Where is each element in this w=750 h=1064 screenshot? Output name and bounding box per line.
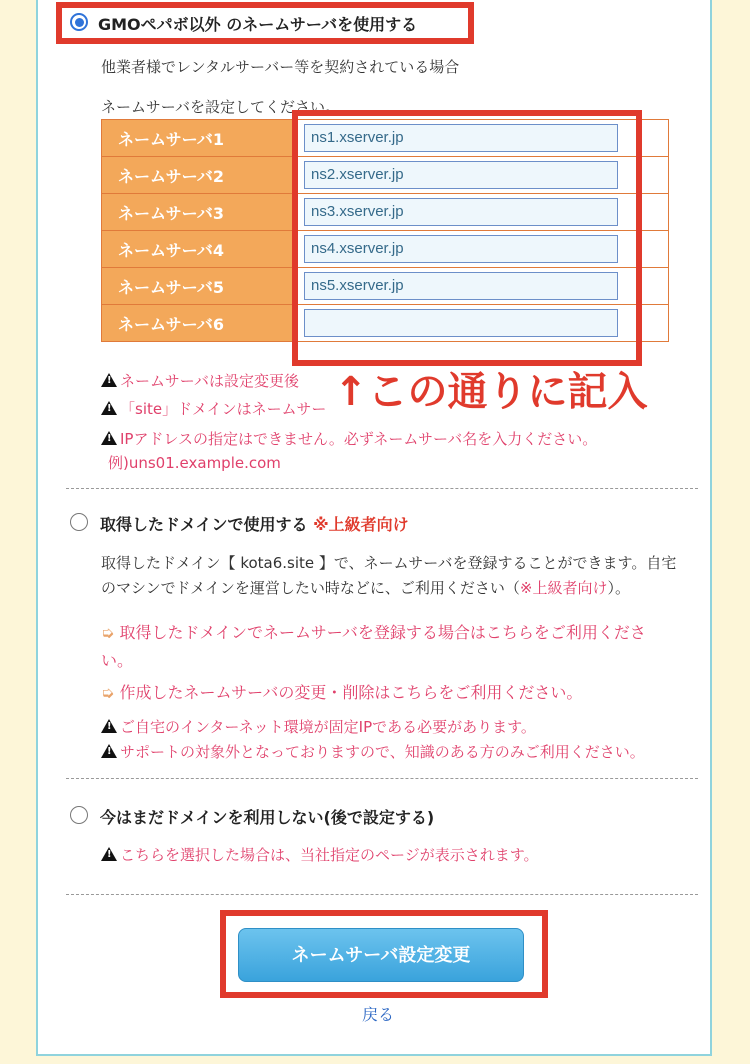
ns-label: ネームサーバ1 — [102, 120, 298, 157]
warning-icon — [101, 373, 117, 387]
ns2-input[interactable]: ns2.xserver.jp — [304, 161, 618, 189]
warning-icon — [101, 847, 117, 861]
ns4-input[interactable]: ns4.xserver.jp — [304, 235, 618, 263]
radio-later[interactable] — [70, 806, 88, 824]
ns-label: ネームサーバ3 — [102, 194, 298, 231]
ns-label: ネームサーバ2 — [102, 157, 298, 194]
later-warning: !こちらを選択した場合は、当社指定のページが表示されます。 — [101, 844, 539, 865]
warning-icon — [101, 744, 117, 758]
ns-example: 例)uns01.example.com — [108, 454, 281, 472]
option-later-title: 今はまだドメインを利用しない(後で設定する) — [100, 808, 435, 827]
ns-warning-1: !ネームサーバは設定変更後 — [101, 370, 299, 391]
register-ns-link[interactable]: ➭ 取得したドメインでネームサーバを登録する場合はこちらをご利用くださ — [101, 623, 646, 642]
warning-icon — [101, 719, 117, 733]
highlight-inputs-box — [292, 110, 642, 366]
highlight-option-box — [56, 2, 474, 44]
ns5-input[interactable]: ns5.xserver.jp — [304, 272, 618, 300]
arrow-icon: ➭ — [101, 623, 120, 642]
warning-icon — [101, 401, 117, 415]
option-other-ns-title: GMOペパボ以外 のネームサーバを使用する — [98, 15, 418, 34]
divider — [66, 778, 698, 779]
ns-prompt: ネームサーバを設定してください。 — [101, 98, 340, 116]
divider — [66, 894, 698, 895]
ns-warning-2: !「site」ドメインはネームサー — [101, 398, 326, 419]
register-ns-link-cont[interactable]: い。 — [101, 651, 134, 670]
edit-ns-link[interactable]: ➭ 作成したネームサーバの変更・削除はこちらをご利用ください。 — [101, 683, 583, 702]
submit-button[interactable]: ネームサーバ設定変更 — [238, 928, 524, 982]
ns-label: ネームサーバ5 — [102, 268, 298, 305]
ns-label: ネームサーバ6 — [102, 305, 298, 342]
warning-icon — [101, 431, 117, 445]
divider — [66, 488, 698, 489]
option-other-ns-desc: 他業者様でレンタルサーバー等を契約されている場合 — [101, 58, 460, 76]
radio-own-domain[interactable] — [70, 513, 88, 531]
own-domain-warning-2: !サポートの対象外となっておりますので、知識のある方のみご利用ください。 — [101, 741, 645, 762]
annotation-text: ↑この通りに記入 — [330, 368, 652, 416]
option-own-domain-title: 取得したドメインで使用する ※上級者向け — [100, 515, 409, 534]
ns3-input[interactable]: ns3.xserver.jp — [304, 198, 618, 226]
ns-warning-3: !IPアドレスの指定はできません。必ずネームサーバ名を入力ください。 — [101, 428, 597, 449]
own-domain-desc-2: のマシンでドメインを運営したい時などに、ご利用ください（※上級者向け）。 — [101, 579, 630, 597]
own-domain-desc-1: 取得したドメイン【 kota6.site 】で、ネームサーバを登録することができます。自宅 — [101, 554, 677, 572]
back-link[interactable]: 戻る — [362, 1005, 395, 1024]
arrow-icon: ➭ — [101, 683, 120, 702]
own-domain-warning-1: !ご自宅のインターネット環境が固定IPである必要があります。 — [101, 716, 536, 737]
ns1-input[interactable]: ns1.xserver.jp — [304, 124, 618, 152]
ns-label: ネームサーバ4 — [102, 231, 298, 268]
